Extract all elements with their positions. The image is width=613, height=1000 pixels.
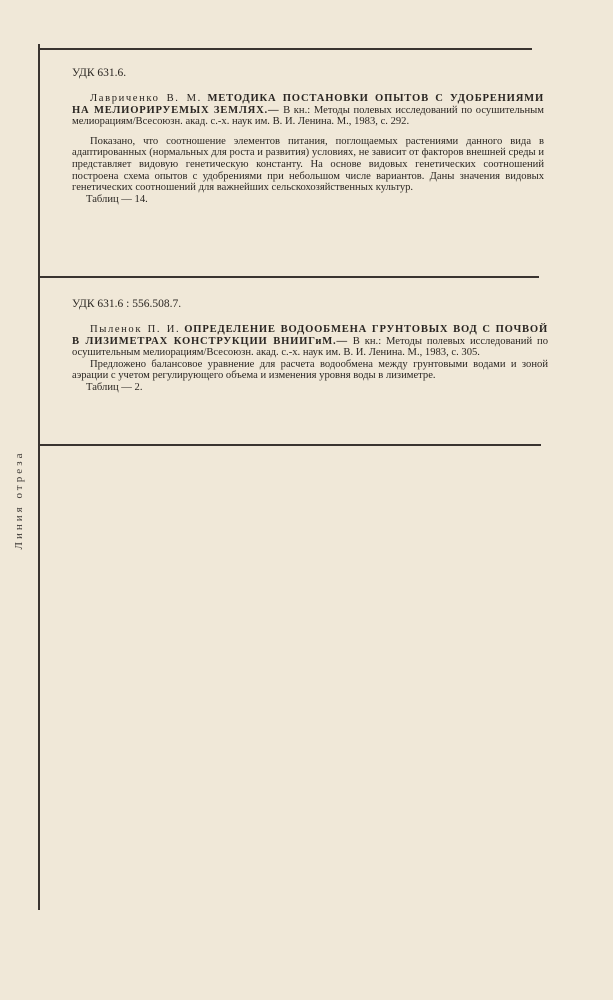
abstract-text: Предложено балансовое уравнение для расчета водообмена между грунтовыми водами и зоной аэрации с учетом регулирующего объема и изменения уровня воды в лизиметре. <box>72 358 548 382</box>
divider-bottom <box>38 444 541 446</box>
article-title: МЕТОДИКА ПОСТАНОВКИ ОПЫТОВ С УДОБРЕНИЯМИ НА МЕЛИОРИРУЕМЫХ ЗЕМЛЯХ.— <box>72 93 545 116</box>
abstract-text: Показано, что соотношение элементов питания, поглощаемых растениями данного вида в адаптированных (нормальных для роста и развития) условиях, не зависит от факторов внешней среды и представляет видовую генетическую константу. На основе видовых генетических соотношений построена схема опытов с удобрениями при небольшом числе вариантов. Даны значения видовых генетических соотношений для важнейших сельскохозяйственных культур. <box>72 135 544 194</box>
bibliographic-record <box>72 93 544 128</box>
udc-code: УДК 631.6 : 556.508.7. <box>72 298 182 310</box>
divider-middle <box>38 276 539 278</box>
cut-line-label: Линия отреза <box>13 450 25 550</box>
author: Лавриченко В. М. <box>90 93 202 104</box>
abstract-card-2 <box>72 297 548 394</box>
citation: В кн.: Методы полевых исследований по осушительным мелиорациям/Всесоюзн. акад. с.-х. наук им. В. И. Ленина. М., 1983, с. 305. <box>72 335 548 359</box>
table-count: Таблиц — 2. <box>86 381 143 393</box>
abstract-card-1 <box>72 66 544 205</box>
udc-code: УДК 631.6. <box>72 67 127 79</box>
author: Пыленок П. И. <box>90 324 181 335</box>
bibliographic-record <box>72 324 548 359</box>
table-count: Таблиц — 14. <box>86 193 148 205</box>
divider-top <box>38 48 532 50</box>
article-title: ОПРЕДЕЛЕНИЕ ВОДООБМЕНА ГРУНТОВЫХ ВОД С ПОЧВОЙ В ЛИЗИМЕТРАХ КОНСТРУКЦИИ ВНИИГиМ.— <box>72 324 548 347</box>
cut-line-vertical <box>38 44 40 910</box>
citation: В кн.: Методы полевых исследований по осушительным мелиорациям/Всесоюзн. акад. с.-х. наук им. В. И. Ленина. М., 1983, с. 292. <box>72 104 544 128</box>
